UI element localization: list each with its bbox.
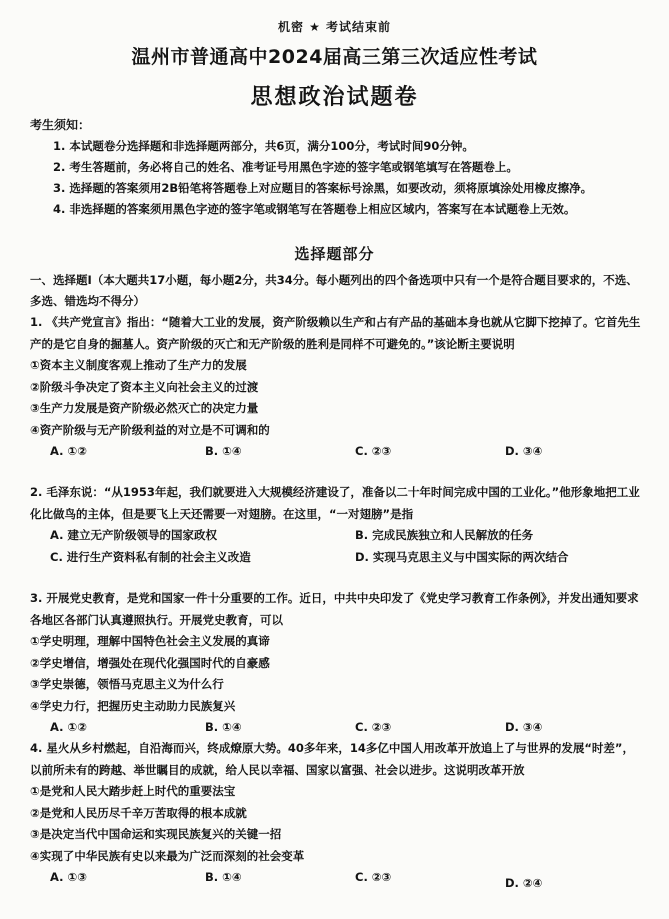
question-stem: 1. 《共产党宣言》指出：“随着大工业的发展，资产阶级赖以生产和占有产品的基础本身也就从它脚下挖掉了。它首先生产的是它自身的掘墓人。资产阶级的灭亡和无产阶级的胜利是同样不可避免的。”该论断主要说明 — [30, 315, 641, 351]
statement: ④学史力行，把握历史主动助力民族复兴 — [30, 698, 236, 713]
statement: ①资本主义制度客观上推动了生产力的发展 — [30, 358, 247, 372]
answer-options — [30, 717, 642, 739]
option-b: B. ①④ — [205, 870, 242, 884]
question-4 — [30, 738, 642, 889]
option-d: D. ③④ — [505, 444, 543, 458]
question-stem: 3. 开展党史教育，是党和国家一件十分重要的工作。近日，中共中央印发了《党史学习教育工作条例》，并发出通知要求各地区各部门认真遵照执行。开展党史教育，可以 — [30, 591, 639, 627]
statement: ③是决定当代中国命运和实现民族复兴的关键一招 — [30, 827, 282, 841]
notice-list — [30, 136, 642, 220]
option-c: C. ②③ — [355, 870, 392, 884]
part-instructions — [30, 270, 642, 312]
statement: ④资产阶级与无产阶级利益的对立是不可调和的 — [30, 422, 270, 437]
answer-options — [30, 441, 642, 463]
statement: ②学史增信，增强处在现代化强国时代的自豪感 — [30, 655, 270, 670]
option-c: C. 进行生产资料私有制的社会主义改造 — [50, 549, 251, 564]
question-2 — [30, 482, 642, 568]
option-b: B. 完成民族独立和人民解放的任务 — [355, 528, 534, 542]
option-b: B. ①④ — [205, 720, 242, 734]
question-1 — [30, 312, 642, 463]
option-a: A. ①③ — [50, 870, 87, 884]
subject-title: 思想政治试题卷 — [250, 85, 419, 110]
option-c: C. ②③ — [355, 720, 392, 734]
notice-heading: 考生须知： — [30, 118, 91, 132]
statement: ②阶级斗争决定了资本主义向社会主义的过渡 — [30, 379, 259, 394]
option-c: C. ②③ — [355, 444, 392, 458]
option-a: A. 建立无产阶级领导的国家政权 — [50, 528, 217, 542]
answer-options-row-2 — [30, 547, 642, 569]
option-d: D. ②④ — [505, 876, 543, 890]
statement: ③学史崇德，领悟马克思主义为什么行 — [30, 677, 224, 691]
notice-item: 1. 本试题卷分选择题和非选择题两部分，共6页，满分100分，考试时间90分钟。 — [53, 139, 474, 153]
option-d: D. ③④ — [505, 720, 543, 734]
answer-options-row-1 — [30, 525, 642, 547]
statement: ③生产力发展是资产阶级必然灭亡的决定力量 — [30, 401, 259, 415]
option-b: B. ①④ — [205, 444, 242, 458]
question-stem: 2. 毛泽东说：“从1953年起，我们就要进入大规模经济建设了，准备以二十年时间完成中国的工业化。”他形象地把工业化比做鸟的主体，但是要飞上天还需要一对翅膀。在这里，“一对翅膀”是指 — [30, 485, 640, 521]
notice-item: 4. 非选择题的答案须用黑色字迹的签字笔或钢笔写在答题卷上相应区域内，答案写在本试题卷上无效。 — [53, 202, 576, 216]
confidential-mark: 机密 ★ 考试结束前 — [277, 20, 392, 34]
statement: ②是党和人民历尽千辛万苦取得的根本成就 — [30, 805, 247, 820]
statement: ①是党和人民大踏步赶上时代的重要法宝 — [30, 784, 236, 798]
section-title: 选择题部分 — [294, 245, 375, 263]
option-a: A. ①② — [50, 720, 87, 734]
notice-item: 2. 考生答题前，务必将自己的姓名、准考证号用黑色字迹的签字笔或钢笔填写在答题卷上。 — [53, 160, 518, 174]
question-stem: 4. 星火从乡村燃起，自沿海而兴，终成燎原大势。40多年来，14多亿中国人用改革开放追上了与世界的发展“时差”，以前所未有的跨越、举世瞩目的成就，给人民以幸福、国家以富强、社会以进步。这说明改革开放 — [30, 741, 634, 777]
exam-title: 温州市普通高中2024届高三第三次适应性考试 — [131, 46, 538, 68]
option-d: D. 实现马克思主义与中国实际的两次结合 — [355, 549, 569, 564]
statement: ④实现了中华民族有史以来最为广泛而深刻的社会变革 — [30, 848, 305, 863]
statement: ①学史明理，理解中国特色社会主义发展的真谛 — [30, 634, 270, 648]
answer-options — [30, 867, 642, 889]
part-intro: 一、选择题Ⅰ（本大题共17小题，每小题2分，共34分。每小题列出的四个备选项中只有一个是符合题目要求的，不选、多选、错选均不得分） — [30, 273, 638, 308]
question-3 — [30, 588, 642, 739]
notice-item: 3. 选择题的答案须用2B铅笔将答题卷上对应题目的答案标号涂黑，如要改动，须将原填涂处用橡皮擦净。 — [53, 181, 593, 195]
option-a: A. ①② — [50, 444, 87, 458]
